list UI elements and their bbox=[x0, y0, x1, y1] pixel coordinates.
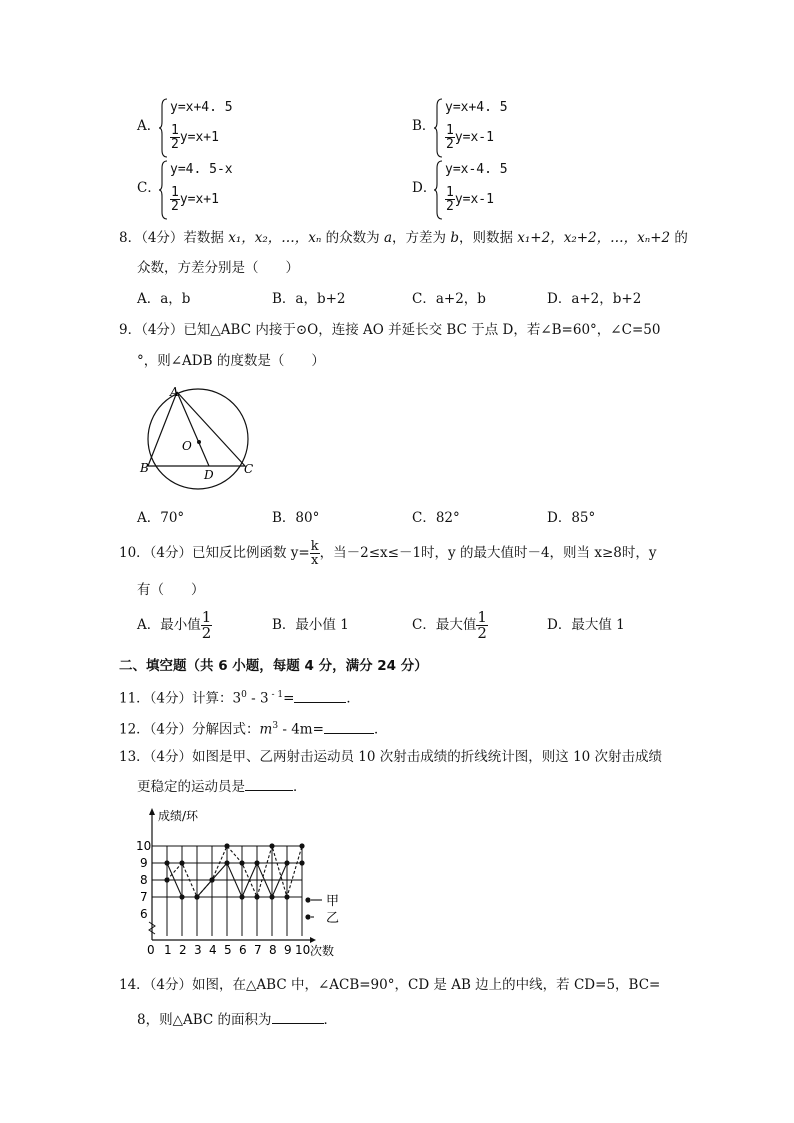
q9-stem-line1: 9．（4分）已知△ABC 内接于⊙O，连接 AO 并延长交 BC 于点 D，若∠B=60°，∠C=50 bbox=[119, 322, 661, 338]
equation-line-1: y=x+4. 5 bbox=[445, 100, 508, 115]
q9-stem-line2: °，则∠ADB 的度数是（ ） bbox=[137, 353, 325, 369]
series-line-乙 bbox=[167, 846, 302, 897]
option-label: C． bbox=[137, 180, 161, 196]
q8-stem-line1: 8．（4分）若数据 x₁，x₂，…，xₙ 的众数为 a，方差为 b，则数据 x₁+2，x₂+2，…，xₙ+2 的 bbox=[119, 230, 688, 246]
data-point-乙 bbox=[284, 894, 289, 899]
x-tick-label: 7 bbox=[254, 943, 262, 957]
data-point-甲 bbox=[299, 860, 304, 865]
q8-option-d: D．a+2，b+2 bbox=[547, 291, 642, 307]
option-label: B． bbox=[412, 118, 436, 134]
q14-stem-line1: 14．（4分）如图，在△ABC 中，∠ACB=90°，CD 是 AB 边上的中线，若 CD=5，BC= bbox=[119, 977, 661, 993]
q11-stem: 11．（4分）计算：$3^0 - 3$ $^{- 1}$= ． bbox=[119, 690, 360, 707]
data-point-乙 bbox=[299, 843, 304, 848]
equation-line-2: $\frac{1}{2}$ y=x+1 bbox=[171, 123, 219, 152]
y-tick-label: 8 bbox=[140, 873, 148, 887]
label-a: A bbox=[170, 385, 179, 399]
data-point-乙 bbox=[209, 877, 214, 882]
segment-ad bbox=[177, 392, 209, 466]
data-point-乙 bbox=[164, 877, 169, 882]
option-label: A． bbox=[137, 118, 161, 134]
q13-stem-line1: 13．（4分）如图是甲、乙两射击运动员 10 次射击成绩的折线统计图，则这 10 次射击成绩 bbox=[119, 749, 663, 765]
axis-break-icon bbox=[149, 922, 155, 934]
brace-icon bbox=[434, 160, 444, 220]
y-axis-title: 成绩/环 bbox=[158, 809, 199, 823]
brace-icon bbox=[434, 98, 444, 158]
data-point-甲 bbox=[164, 860, 169, 865]
q13-stem-line2: 更稳定的运动员是 ． bbox=[137, 779, 307, 795]
equation-line-2: $\frac{1}{2}$ y=x+1 bbox=[171, 185, 219, 214]
q8-option-b: B．a，b+2 bbox=[272, 291, 346, 307]
q13-answer-blank[interactable] bbox=[245, 790, 293, 791]
legend-marker-乙 bbox=[305, 914, 310, 919]
center-dot bbox=[197, 440, 201, 444]
q14-answer-blank[interactable] bbox=[272, 1023, 324, 1024]
data-point-甲 bbox=[224, 860, 229, 865]
fraction-k-over-x: $\frac{k}{x}$ bbox=[310, 539, 319, 568]
data-point-甲 bbox=[284, 860, 289, 865]
label-c: C bbox=[244, 462, 254, 476]
q8-option-a: A．a，b bbox=[137, 291, 191, 307]
x-axis-title: 次数 bbox=[310, 944, 335, 958]
x-axis-arrow bbox=[310, 937, 316, 943]
circle-o bbox=[148, 389, 248, 489]
q8-stem-line2: 众数，方差分别是（ ） bbox=[137, 260, 299, 276]
q14-stem-line2: 8，则△ABC 的面积为 ． bbox=[137, 1012, 338, 1028]
y-tick-label: 10 bbox=[136, 839, 152, 853]
data-point-甲 bbox=[239, 894, 244, 899]
x-tick-label: 2 bbox=[179, 943, 187, 957]
q12-stem: 12．（4分）分解因式：$m^3 - 4m=$ ． bbox=[119, 721, 388, 738]
equation-line-1: y=4. 5-x bbox=[170, 162, 233, 177]
x-tick-label: 3 bbox=[194, 943, 202, 957]
shooting-score-line-chart bbox=[136, 806, 356, 964]
x-tick-label: 6 bbox=[239, 943, 247, 957]
q10-option-a: A．最小值 $\frac{1}{2}$ bbox=[137, 608, 212, 642]
data-point-乙 bbox=[179, 860, 184, 865]
q9-option-d: D．85° bbox=[547, 510, 596, 526]
data-point-甲 bbox=[254, 860, 259, 865]
x-tick-label: 4 bbox=[209, 943, 217, 957]
q9-circle-figure bbox=[138, 382, 258, 502]
x-tick-label: 9 bbox=[284, 943, 292, 957]
y-tick-label: 7 bbox=[140, 890, 148, 904]
data-point-乙 bbox=[194, 894, 199, 899]
q9-option-a: A．70° bbox=[137, 510, 185, 526]
equation-line-1: y=x+4. 5 bbox=[170, 100, 233, 115]
q9-option-c: C．82° bbox=[412, 510, 460, 526]
x-tick-label: 1 bbox=[164, 943, 172, 957]
label-b: B bbox=[140, 461, 149, 475]
brace-icon bbox=[159, 98, 169, 158]
y-axis-arrow bbox=[149, 808, 155, 815]
q10-stem-line2: 有（ ） bbox=[137, 582, 205, 598]
q10-stem-line1: 10．（4分）已知反比例函数 y= $\frac{k}{x}$ ，当－2≤x≤－1时，y 的最大值时－4，则当 x≥8时，y bbox=[119, 539, 657, 568]
data-point-甲 bbox=[269, 894, 274, 899]
data-point-乙 bbox=[254, 894, 259, 899]
legend-marker-甲 bbox=[305, 897, 310, 902]
label-o: O bbox=[182, 439, 192, 453]
section-heading-fill-in: 二、填空题（共 6 小题，每题 4 分，满分 24 分） bbox=[119, 658, 428, 674]
equation-line-1: y=x-4. 5 bbox=[445, 162, 508, 177]
x-tick-label: 0 bbox=[147, 943, 155, 957]
equation-line-2: $\frac{1}{2}$ y=x-1 bbox=[446, 185, 494, 214]
option-label: D． bbox=[412, 180, 437, 196]
q10-option-d: D．最大值 1 bbox=[547, 617, 625, 633]
q11-answer-blank[interactable] bbox=[294, 702, 346, 703]
data-point-乙 bbox=[224, 843, 229, 848]
y-tick-label: 6 bbox=[140, 907, 148, 921]
q10-option-c: C．最大值 $\frac{1}{2}$ bbox=[412, 608, 487, 642]
x-tick-label: 5 bbox=[224, 943, 232, 957]
q12-answer-blank[interactable] bbox=[324, 733, 374, 734]
x-tick-label: 10 bbox=[295, 943, 311, 957]
data-point-甲 bbox=[179, 894, 184, 899]
x-tick-label: 8 bbox=[269, 943, 277, 957]
q10-option-b: B．最小值 1 bbox=[272, 617, 349, 633]
data-point-乙 bbox=[269, 843, 274, 848]
legend-label-乙: 乙 bbox=[326, 911, 340, 926]
label-d: D bbox=[204, 468, 214, 482]
q8-option-c: C．a+2，b bbox=[412, 291, 486, 307]
q9-option-b: B．80° bbox=[272, 510, 320, 526]
equation-line-2: $\frac{1}{2}$ y=x-1 bbox=[446, 123, 494, 152]
legend-label-甲: 甲 bbox=[326, 894, 340, 909]
data-point-乙 bbox=[239, 860, 244, 865]
brace-icon bbox=[159, 160, 169, 220]
y-tick-label: 9 bbox=[140, 856, 148, 870]
